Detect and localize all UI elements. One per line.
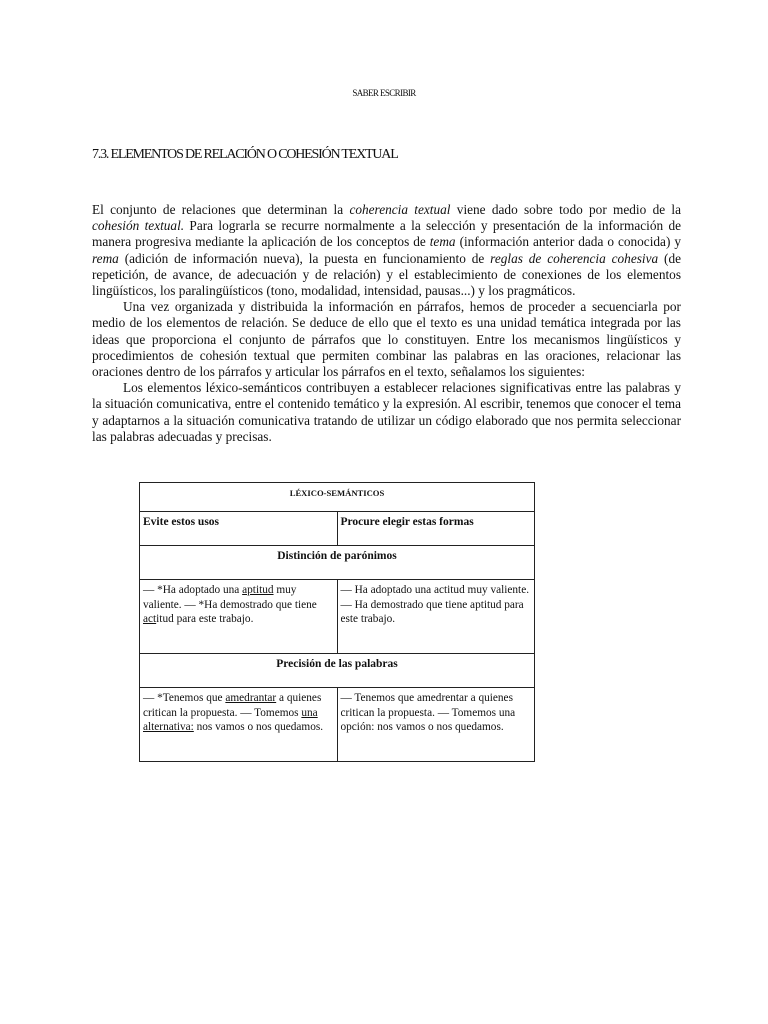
col-avoid-header: Evite estos usos xyxy=(140,512,338,546)
section-precision: Precisión de las palabras xyxy=(140,654,535,688)
section-paronimos: Distinción de parónimos xyxy=(140,546,535,580)
col-prefer-header: Procure elegir estas formas xyxy=(337,512,535,546)
lexico-semanticos-table xyxy=(139,482,535,762)
term-tema: tema xyxy=(429,234,456,250)
term-coherencia-textual: coherencia textual xyxy=(349,202,451,217)
row2-prefer-cell: — Tenemos que amedrentar a quienes critican la propuesta. — Tomemos una opción: nos vamos o nos quedamos. xyxy=(337,688,535,762)
term-rema: rema xyxy=(92,250,119,266)
paragraph-1: El conjunto de relaciones que determinan la coherencia textual viene dado sobre todo por medio de la cohesión textual. Para lograrla se recurre normalmente a la selección y presentación de la información de manera progresiva mediante la aplicación de los conceptos de tema (información anterior dada o conocida) y rema (adición de información nueva), la puesta en funcionamiento de reglas de coherencia cohesiva (de repetición, de avance, de adecuación y de relación) y el establecimiento de conexiones de los elementos lingüísticos, los paralingüísticos (tono, modalidad, intensidad, pausas...) y los pragmáticos. xyxy=(92,202,682,299)
row1-avoid-cell: — *Ha adoptado una aptitud muy valiente. — *Ha demostrado que tiene actitud para este trabajo. xyxy=(140,580,338,654)
term-reglas-coherencia: reglas de coherencia cohesiva xyxy=(490,250,659,266)
row1-prefer-cell: — Ha adoptado una actitud muy valiente. — Ha demostrado que tiene aptitud para este trabajo. xyxy=(337,580,535,654)
section-title: 7.3. ELEMENTOS DE RELACIÓN O COHESIÓN TEXTUAL xyxy=(92,147,398,162)
body-text xyxy=(92,202,681,445)
paragraph-2: Una vez organizada y distribuida la información en párrafos, hemos de proceder a secuenciarla por medio de los elementos de relación. Se deduce de ello que el texto es una unidad temática integrada por las ideas que proporciona el conjunto de párrafos que lo constituyen. Entre los mecanismos lingüísticos y procedimientos de cohesión textual que permiten combinar las palabras en las oraciones, relacionar las oraciones dentro de los párrafos y articular los párrafos en el texto, señalamos los siguientes: xyxy=(92,299,681,380)
term-cohesion-textual: cohesión textual. xyxy=(92,218,185,234)
table-header: LÉXICO-SEMÁNTICOS xyxy=(140,483,535,512)
paragraph-3: Los elementos léxico-semánticos contribuyen a establecer relaciones significativas entre las palabras y la situación comunicativa, entre el contenido temático y la expresión. Al escribir, tenemos que conocer el tema y adaptarnos a la situación comunicativa tratando de utilizar un código elaborado que nos permita seleccionar las palabras adecuadas y precisas. xyxy=(92,380,681,444)
running-head: SABER ESCRIBIR xyxy=(352,88,416,98)
row2-avoid-cell: — *Tenemos que amedrantar a quienes critican la propuesta. — Tomemos una alternativa: nos vamos o nos quedamos. xyxy=(140,688,338,762)
